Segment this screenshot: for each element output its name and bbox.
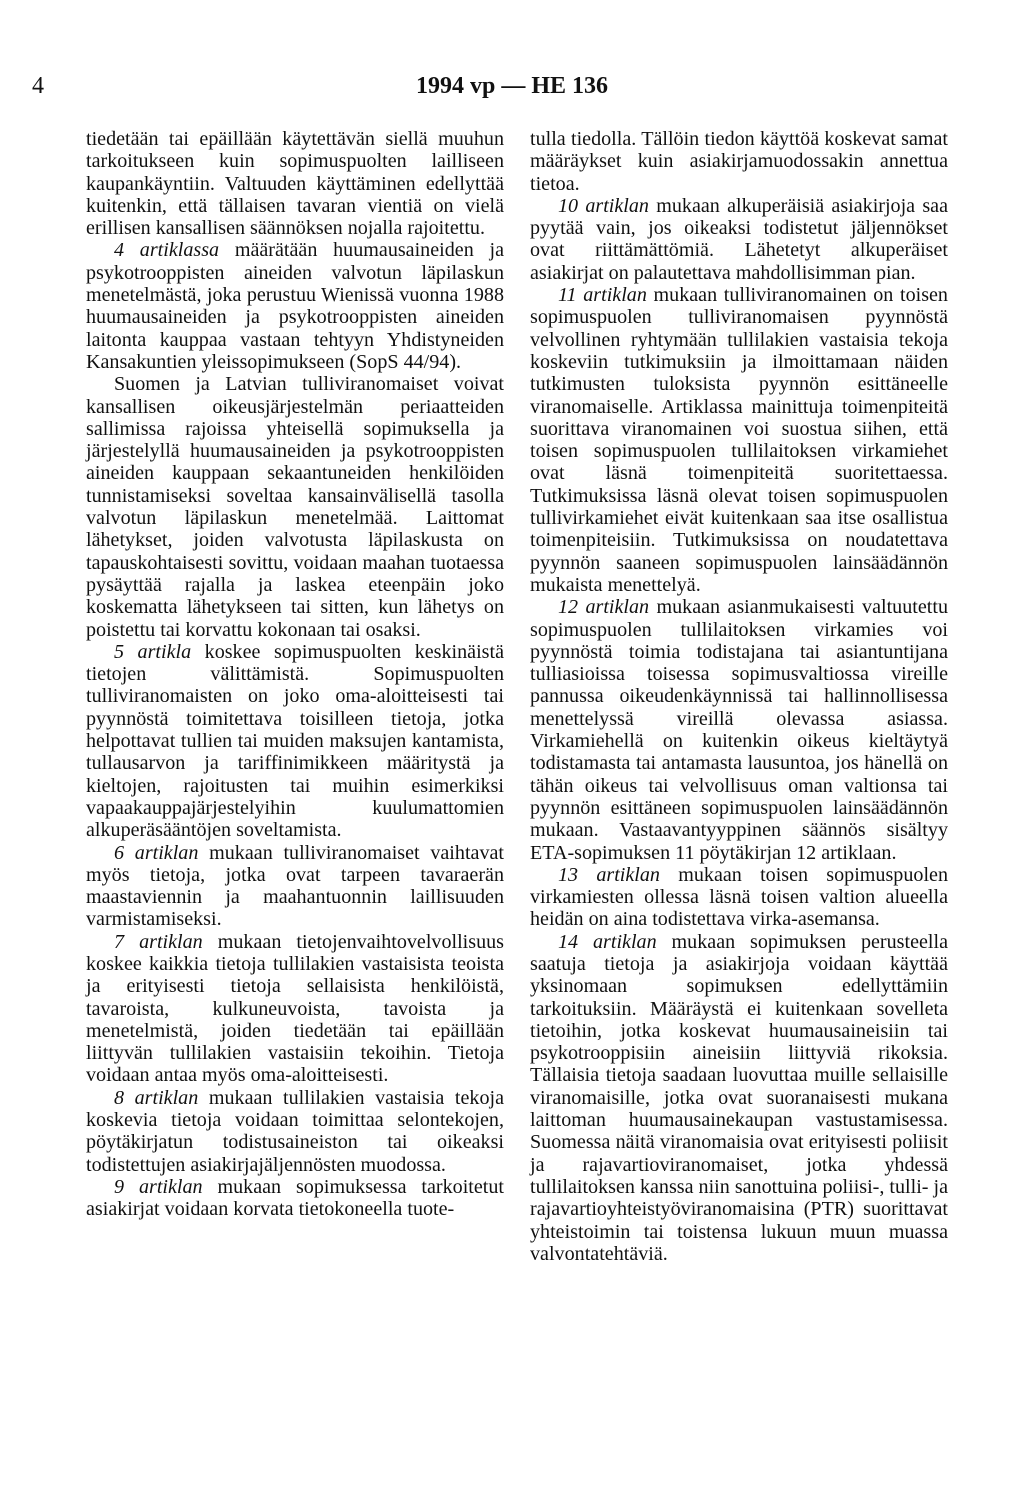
article-reference: 6 artiklan [114,841,199,864]
paragraph [86,641,504,842]
paragraph [530,284,948,596]
paragraph [530,596,948,864]
paragraph-text: mukaan tietojenvaihtovelvollisuus koskee kaikkia tietoja tullilakien vastaisista teoista ja erityisesti tietoja sellaisista henkilöistä, tavaroista, kulkuneuvoista, tavoista ja menetelmistä, joiden tiedetään tai epäillään liittyvän tullilakien vastaisiin tekoihin. Tietoja voidaan antaa myös oma-aloitteisesti. [86,930,505,1087]
paragraph-text: mukaan sopimuksessa tarkoitetut asiakirjat voidaan korvata tietokoneella tuote- [86,1175,504,1221]
paragraph [530,128,948,195]
article-reference: 14 artiklan [558,930,657,953]
article-reference: 7 artiklan [114,930,203,953]
paragraph [530,931,948,1265]
paragraph-text: mukaan toisen sopimuspuolen virkamiesten ollessa läsnä toisen valtion alueella heidän on aina todistettava virka-asemansa. [530,863,948,931]
paragraph-text: tulla tiedolla. Tällöin tiedon käyttöä koskevat samat määräykset kuin asiakirjamuodossakin annettua tietoa. [530,128,948,195]
paragraph [86,842,504,931]
article-reference: 4 artiklassa [114,239,220,262]
article-reference: 13 artiklan [558,863,660,886]
article-reference: 12 artiklan [558,596,650,619]
paragraph-text: koskee sopimuspuolten keskinäistä tietojen välittämistä. Sopimuspuolten tulliviranomaisten on joko oma-aloitteisesti tai pyynnöstä toimitettava toisilleen tietoja, jotka helpottavat tullien tai muiden maksujen kantamista, tullausarvon ja tariffinimikkeen määritystä ja kieltojen, rajoitusten tai muihin esimerkiksi vapaakauppajärjestelyihin kuulumattomien alkuperäsääntöjen soveltamista. [86,640,504,842]
paragraph [530,864,948,931]
article-reference: 11 artiklan [558,284,647,307]
paragraph [530,195,948,284]
paragraph [86,239,504,373]
paragraph [86,1087,504,1176]
article-reference: 8 artiklan [114,1086,199,1109]
left-column [86,128,504,1221]
paragraph [86,1176,504,1221]
paragraph [86,931,504,1087]
paragraph-text: määrätään huumausaineiden ja psykotrooppisten aineiden valvotun läpilaskun menetelmästä, joka perustuu Wienissä vuonna 1988 huumausaineiden ja psykotrooppisten aineiden laitonta kauppaa vastaan tehtyyn Yhdistyneiden Kansakuntien yleissopimukseen (SopS 44/94). [86,239,505,373]
paragraph-text: mukaan tulliviranomainen on toisen sopimuspuolen tulliviranomaisen pyynnöstä velvollinen ryhtymään tullilakien vastaisia tekoja koskeviin tutkimuksiin ja ilmoittamaan näiden tutkimusten tuloksista pyynnön esittäneelle viranomaiselle. Artiklassa mainittuja toimenpiteitä suorittava viranomainen voi suostua siihen, että toisen sopimuspuolen tullilaitoksen virkamiehet ovat läsnä toimenpiteitä suoritettaessa. Tutkimuksissa läsnä olevat toisen sopimuspuolen tullivirkamiehet eivät kuitenkaan saa itse osallistua toimenpiteisiin. Tutkimuksissa on noudatettava pyynnön saaneen sopimuspuolen lainsäädännön mukaista menettelyä. [530,284,948,596]
article-reference: 5 artikla [114,640,192,663]
paragraph-text: mukaan alkuperäisiä asiakirjoja saa pyytää vain, jos oikeaksi todistetut jäljennökset ovat riittämättömiä. Lähetetyt alkuperäiset asiakirjat on palautettava mahdollisimman pian. [530,194,949,284]
paragraph-text: mukaan tullilakien vastaisia tekoja koskevia tietoja voidaan toimittaa selontekojen, pöytäkirjatun todistusaineiston tai oikeaksi todistettujen asiakirjajäljennösten muodossa. [86,1086,504,1176]
paragraph-text: mukaan tulliviranomaiset vaihtavat myös tietoja, jotka ovat tarpeen tavaraerän maastaviennin ja maahantuonnin laillisuuden varmistamiseksi. [86,841,504,931]
paragraph-text: mukaan asianmukaisesti valtuutettu sopimuspuolen tullilaitoksen virkamies voi pyynnöstä toimia todistajana tai asiantuntijana tulliasioissa toisessa sopimusvaltiossa vireille pannussa oikeudenkäynnissä tai hallinnollisessa menettelyssä vireillä olevassa asiassa. Virkamiehellä on kuitenkin oikeus kieltäytyä todistamasta tai antamasta lausuntoa, jos hänellä on tähän oikeus tai velvollisuus oman valtionsa tai pyynnön esittäneen sopimuspuolen lainsäädännön mukaan. Vastaavantyyppinen säännös sisältyy ETA-sopimuksen 11 pöytäkirjan 12 artiklaan. [530,596,948,864]
paragraph [86,128,504,239]
page-header-title: 1994 vp — HE 136 [415,73,609,99]
page-number: 4 [32,73,44,99]
paragraph-text: mukaan sopimuksen perusteella saatuja tietoja ja asiakirjoja voidaan käyttää yksinomaan sopimuksen edellyttämiin tarkoituksiin. Määräystä ei kuitenkaan sovelleta tietoihin, jotka koskevat huumausaineisiin tai psykotrooppisiin aineisiin liittyviä rikoksia. Tällaisia tietoja saadaan luovuttaa muille sellaisille viranomaisille, jotka ovat suoranaisesti mukana laittoman huumausainekaupan vastustamisessa. Suomessa näitä viranomaisia ovat erityisesti poliisit ja rajavartioviranomaiset, jotka yhdessä tullilaitoksen kanssa niin sanottuina poliisi-, tulli- ja rajavartioyhteistyöviranomaisina (PTR) suorittavat yhteistoimin tai toistensa lukuun muun muassa valvontatehtäviä. [530,930,949,1265]
paragraph [86,373,504,641]
article-reference: 9 artiklan [114,1175,203,1198]
right-column [530,128,948,1265]
article-reference: 10 artiklan [558,194,649,217]
paragraph-text: tiedetään tai epäillään käytettävän siellä muuhun tarkoitukseen kuin sopimuspuolten lailliseen kaupankäyntiin. Valtuuden käyttäminen edellyttää kuitenkin, että tällaisen tavaran vientiä on vielä erillisen kansallisen säännöksen nojalla rajoitettu. [86,128,504,240]
paragraph-text: Suomen ja Latvian tulliviranomaiset voivat kansallisen oikeusjärjestelmän periaatteiden sallimissa rajoissa yhteisellä sopimuksella ja järjestelyllä huumausaineiden ja psykotrooppisten aineiden kauppaan sekaantuneiden henkilöiden tunnistamiseksi soveltaa kansainvälisellä tasolla valvotun läpilaskun menetelmää. Laittomat lähetykset, joiden valvotusta läpilaskusta on tapauskohtaisesti sovittu, voidaan maahan tuotaessa pysäyttää rajalla ja laskea eteenpäin joko koskematta lähetykseen tai sitten, kun lähetys on poistettu tai korvattu kokonaan tai osaksi. [86,373,504,641]
